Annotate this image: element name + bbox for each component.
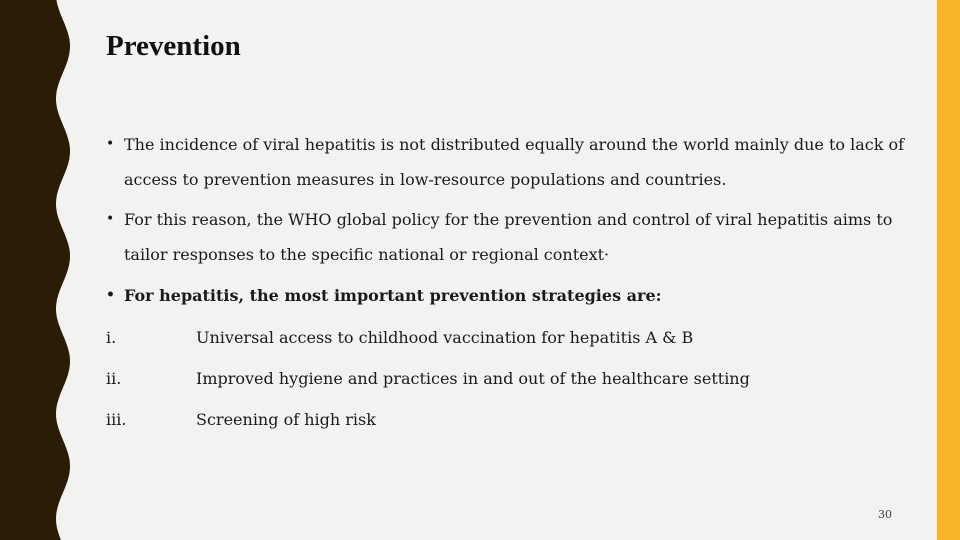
- wavy-sidebar: [0, 0, 80, 540]
- bullet-item: [106, 127, 906, 197]
- accent-bar: [937, 0, 960, 540]
- bullet-icon: •: [106, 136, 115, 152]
- strategy-text: Screening of high risk: [196, 410, 376, 429]
- bullet-icon: •: [106, 287, 115, 303]
- strategy-number: i.: [106, 328, 117, 347]
- strategy-number: ii.: [106, 369, 122, 388]
- strategy-text: Universal access to childhood vaccination for hepatitis A & B: [196, 328, 694, 347]
- bullet-item: [106, 278, 906, 313]
- strategy-number: iii.: [106, 410, 127, 429]
- bullet-text: The incidence of viral hepatitis is not distributed equally around the world mainly due to lack of access to prevention measures in low-resource populations and countries.: [124, 135, 905, 189]
- bullet-icon: •: [106, 211, 115, 227]
- page-number: 30: [878, 508, 892, 521]
- strategy-text: Improved hygiene and practices in and out of the healthcare setting: [196, 369, 750, 388]
- bullet-item: [106, 202, 906, 272]
- bullet-text: For hepatitis, the most important prevention strategies are:: [124, 286, 662, 305]
- slide-title: Prevention: [106, 30, 241, 62]
- bullet-text: For this reason, the WHO global policy for the prevention and control of viral hepatitis aims to tailor responses to the specific national or regional context·: [124, 210, 893, 264]
